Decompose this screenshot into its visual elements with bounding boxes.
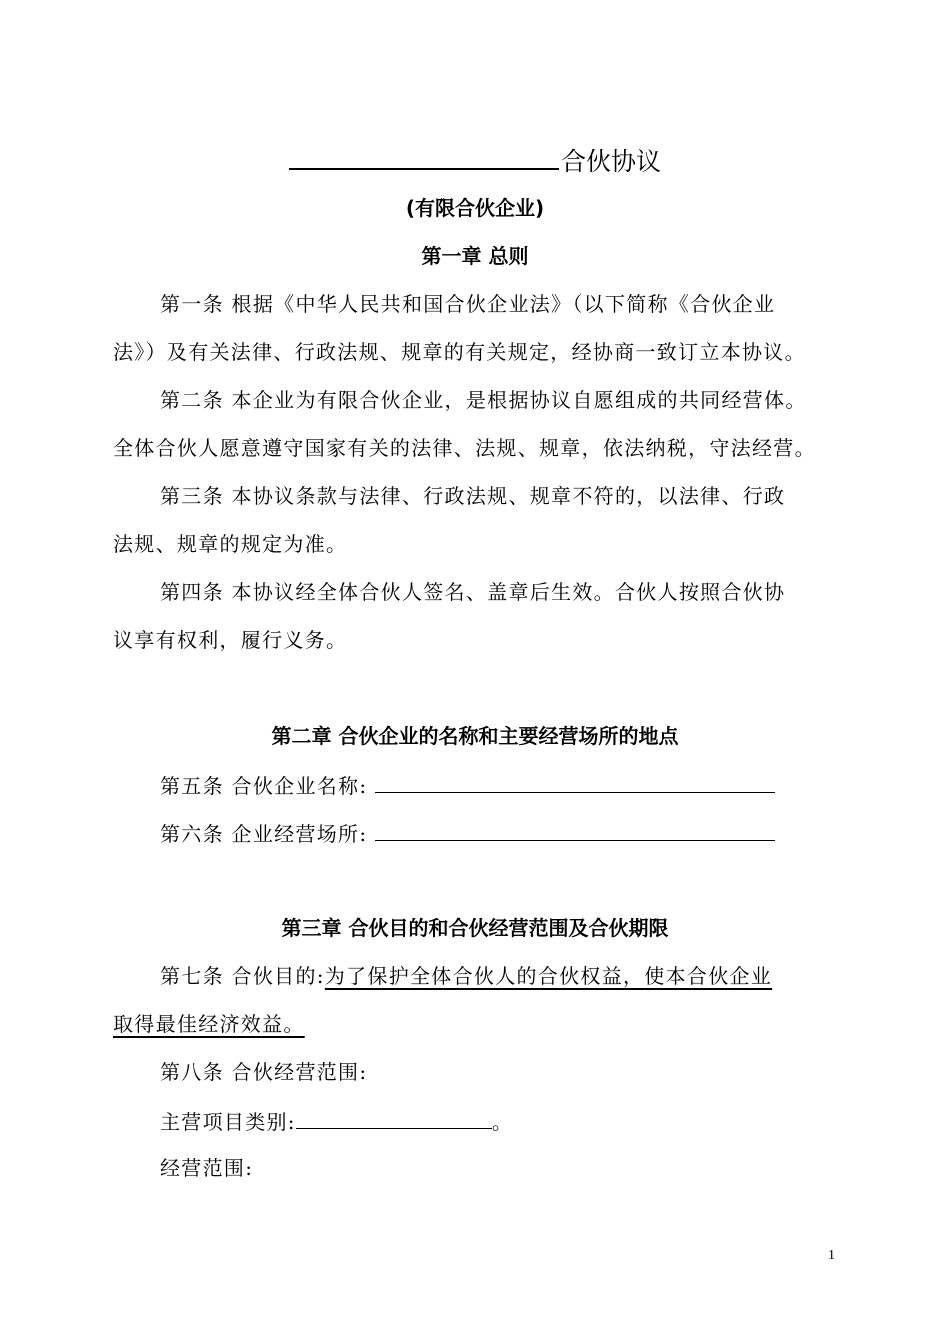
main-category-end: 。 xyxy=(491,1110,514,1134)
article-7-label: 第七条 合伙目的: xyxy=(160,964,325,988)
article-1-line-1: 第一条 根据《中华人民共和国合伙企业法》（以下简称《合伙企业 xyxy=(160,292,776,316)
article-7-line-2 xyxy=(113,1010,833,1038)
article-5-label: 第五条 合伙企业名称: xyxy=(160,774,368,798)
enterprise-name-field[interactable] xyxy=(375,770,775,793)
business-scope-label: 经营范围: xyxy=(160,1156,254,1180)
article-1-line-2: 法》）及有关法律、行政法规、规章的有关规定，经协商一致订立本协议。 xyxy=(113,340,806,364)
business-location-field[interactable] xyxy=(375,818,775,841)
title-blank-field[interactable] xyxy=(289,142,559,170)
chapter-1-heading: 第一章 总则 xyxy=(421,244,529,268)
document-subtitle: (有限合伙企业) xyxy=(405,196,545,220)
article-7-purpose-text: 为了保护全体合伙人的合伙权益，使本合伙企业 xyxy=(324,964,773,988)
article-6-label: 第六条 企业经营场所: xyxy=(160,822,368,846)
article-7-line-1 xyxy=(160,962,880,990)
title-suffix: 合伙协议 xyxy=(560,147,661,176)
chapter-3-heading: 第三章 合伙目的和合伙经营范围及合伙期限 xyxy=(281,916,669,940)
article-4-line-2: 议享有权利，履行义务。 xyxy=(113,628,348,652)
article-3-line-2: 法规、规章的规定为准。 xyxy=(113,532,348,556)
article-6 xyxy=(160,818,880,848)
article-4-line-1: 第四条 本协议经全体合伙人签名、盖章后生效。合伙人按照合伙协 xyxy=(160,580,786,604)
article-3-line-1: 第三条 本协议条款与法律、行政法规、规章不符的，以法律、行政 xyxy=(160,484,786,508)
article-2-line-1: 第二条 本企业为有限合伙企业，是根据协议自愿组成的共同经营体。 xyxy=(160,388,807,412)
article-7-purpose-text-cont: 取得最佳经济效益。 xyxy=(113,1012,305,1036)
chapter-2-heading: 第二章 合伙企业的名称和主要经营场所的地点 xyxy=(271,724,679,748)
main-category-field[interactable] xyxy=(296,1106,492,1129)
page-number: 1 xyxy=(828,1248,835,1263)
main-category-line xyxy=(160,1106,880,1136)
article-8: 第八条 合伙经营范围: xyxy=(160,1060,368,1084)
article-2-line-2: 全体合伙人愿意遵守国家有关的法律、法规、规章，依法纳税，守法经营。 xyxy=(113,436,816,460)
main-category-label: 主营项目类别: xyxy=(160,1110,296,1134)
article-5 xyxy=(160,770,880,800)
document-title xyxy=(0,142,950,179)
